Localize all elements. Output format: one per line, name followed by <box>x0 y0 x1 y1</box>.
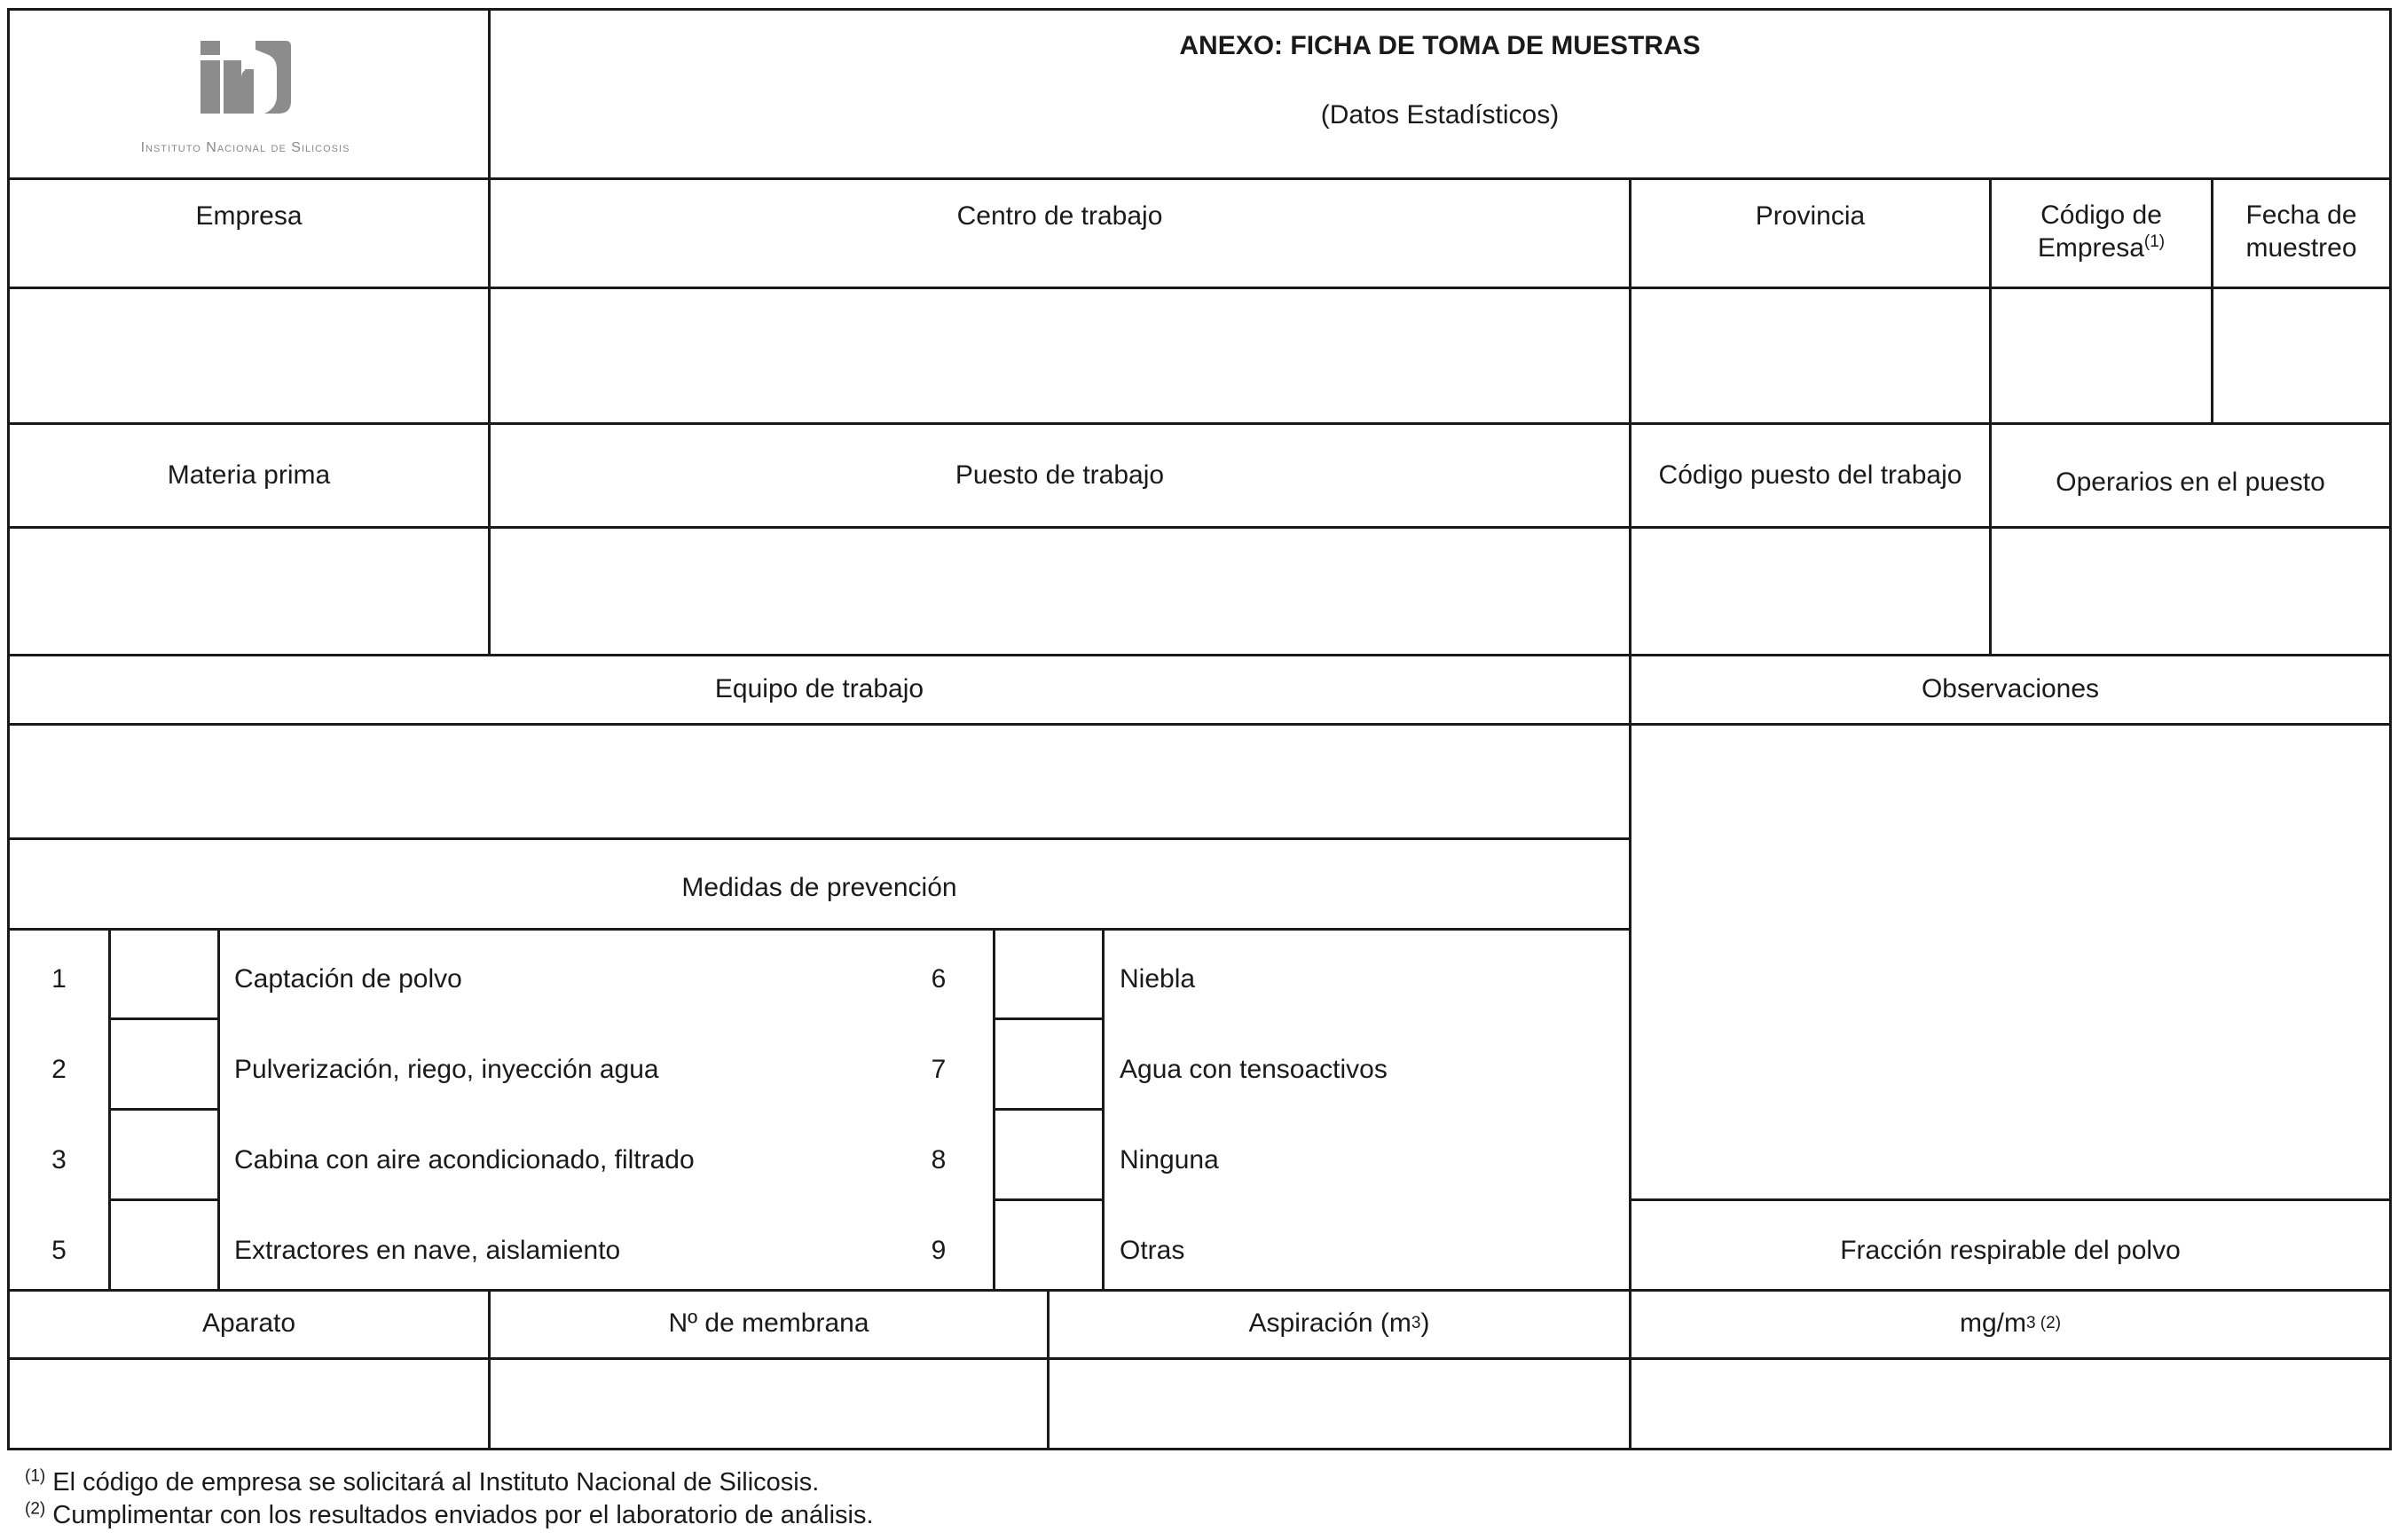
field-codigo-puesto[interactable] <box>1631 529 1989 654</box>
divider-medidas <box>7 928 1631 931</box>
field-materia-prima[interactable] <box>10 529 488 654</box>
measure-number: 1 <box>51 963 67 994</box>
field-codigo-empresa[interactable] <box>1992 289 2211 422</box>
footnote-1 <box>25 1468 819 1497</box>
measure-label: Extractores en nave, aislamiento <box>234 1235 621 1265</box>
measure-label: Captación de polvo <box>234 963 462 994</box>
label-fecha-muestreo <box>2213 195 2389 270</box>
divider-observaciones <box>1629 1198 2392 1201</box>
label-aspiracion: Aspiración (m 3 ) <box>1050 1304 1629 1343</box>
footnote-2-text: Cumplimentar con los resultados enviados por el laboratorio de análisis. <box>45 1501 874 1529</box>
label-mg-m3: mg/m 3 (2) <box>1631 1304 2389 1343</box>
label-empresa: Empresa <box>195 200 303 231</box>
divider-bottom-labels <box>7 1289 2392 1292</box>
label-operarios: Operarios en el puesto <box>2056 467 2325 497</box>
measure-checkbox[interactable] <box>111 1201 217 1289</box>
footnote-2 <box>25 1501 874 1530</box>
measure-number: 2 <box>51 1054 67 1084</box>
field-fecha-muestreo[interactable] <box>2213 289 2389 422</box>
logo-caption: Instituto Nacional de Silicosis <box>140 140 350 155</box>
label-puesto-trabajo: Puesto de trabajo <box>955 460 1165 490</box>
label-numero-membrana: Nº de membrana <box>668 1308 869 1338</box>
measure-label: Niebla <box>1120 963 1196 994</box>
divider-equipo-value <box>7 837 1631 840</box>
measure-number: 8 <box>931 1144 947 1175</box>
label-fraccion-respirable: Fracción respirable del polvo <box>1840 1235 2181 1265</box>
logo-s-shape <box>256 41 291 114</box>
divider-header <box>7 177 2392 180</box>
col-line-245 <box>217 928 220 1292</box>
measure-checkbox[interactable] <box>111 1111 217 1198</box>
measure-number: 5 <box>51 1235 67 1265</box>
label-aparato: Aparato <box>201 1308 296 1338</box>
border-right <box>2389 8 2392 1450</box>
codigo-empresa-line2: Empresa <box>2037 233 2144 263</box>
measure-label: Agua con tensoactivos <box>1120 1054 1388 1084</box>
measure-label: Otras <box>1120 1235 1185 1265</box>
field-puesto-trabajo[interactable] <box>491 529 1629 654</box>
label-equipo-trabajo: Equipo de trabajo <box>714 673 924 703</box>
measure-checkbox[interactable] <box>995 1020 1102 1108</box>
aspiracion-text: Aspiración (m <box>1248 1308 1411 1338</box>
col-line-1242 <box>1102 928 1105 1292</box>
measure-label: Ninguna <box>1120 1144 1219 1175</box>
field-equipo-trabajo[interactable] <box>10 726 1629 837</box>
field-observaciones[interactable] <box>1631 726 2389 1198</box>
codigo-empresa-line2-wrap <box>2038 232 2165 265</box>
label-provincia: Provincia <box>1755 200 1866 231</box>
field-empresa[interactable] <box>10 289 488 422</box>
aspiracion-end: ) <box>1420 1308 1430 1338</box>
field-aspiracion[interactable] <box>1050 1360 1629 1448</box>
footnote-1-text: El código de empresa se solicitará al Instituto Nacional de Silicosis. <box>45 1468 820 1497</box>
field-aparato[interactable] <box>10 1360 488 1448</box>
label-medidas-prevencion: Medidas de prevención <box>681 872 957 902</box>
form-title: ANEXO: FICHA DE TOMA DE MUESTRAS <box>1179 30 1701 60</box>
label-codigo-empresa <box>1992 195 2211 270</box>
footnote-2-mark: (2) <box>25 1499 46 1519</box>
field-provincia[interactable] <box>1631 289 1989 422</box>
label-centro-trabajo: Centro de trabajo <box>956 200 1163 231</box>
label-observaciones: Observaciones <box>1921 673 2100 703</box>
footnote-ref-1: (1) <box>2143 232 2166 251</box>
measure-checkbox[interactable] <box>995 1201 1102 1289</box>
divider-row2-labels <box>7 422 2392 425</box>
divider-row3-labels <box>7 654 2392 656</box>
measure-label: Cabina con aire acondicionado, filtrado <box>234 1144 695 1175</box>
fecha-line2: muestreo <box>2245 233 2357 263</box>
logo-i-stem <box>200 60 220 114</box>
label-materia-prima: Materia prima <box>167 460 331 490</box>
form-subtitle: (Datos Estadísticos) <box>1320 99 1560 130</box>
codigo-empresa-line1: Código de <box>2040 200 2162 231</box>
field-operarios[interactable] <box>1992 529 2389 654</box>
measure-number: 9 <box>931 1235 947 1265</box>
measure-checkbox[interactable] <box>995 1111 1102 1198</box>
field-mg-m3[interactable] <box>1631 1360 2389 1448</box>
measure-number: 6 <box>931 963 947 994</box>
mg-text: mg/m <box>1959 1308 2026 1338</box>
measure-checkbox[interactable] <box>995 931 1102 1018</box>
measure-checkbox[interactable] <box>111 1020 217 1108</box>
measure-label: Pulverización, riego, inyección agua <box>234 1054 659 1084</box>
footnote-1-mark: (1) <box>25 1466 46 1486</box>
measure-number: 7 <box>931 1054 947 1084</box>
field-centro-trabajo[interactable] <box>491 289 1629 422</box>
measure-checkbox[interactable] <box>111 931 217 1018</box>
border-top <box>7 8 2392 11</box>
fecha-line1: Fecha de <box>2245 200 2357 231</box>
label-codigo-puesto: Código puesto del trabajo <box>1658 460 1962 490</box>
logo-i-dot <box>200 41 220 55</box>
border-bottom <box>7 1448 2392 1450</box>
logo-n-bar <box>245 69 254 114</box>
field-numero-membrana[interactable] <box>491 1360 1047 1448</box>
measure-number: 3 <box>51 1144 67 1175</box>
